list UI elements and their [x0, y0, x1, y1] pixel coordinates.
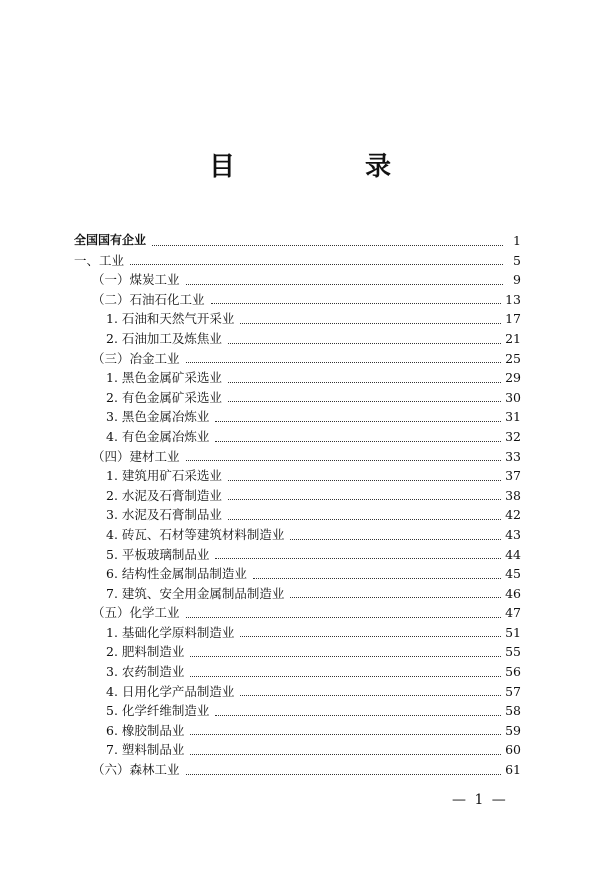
dot-leader: [228, 499, 501, 500]
toc-entry-label: 4. 有色金属冶炼业: [106, 428, 210, 444]
toc-entry-page: 17: [505, 311, 521, 327]
table-of-contents: [74, 231, 521, 780]
dot-leader: [190, 734, 501, 735]
toc-entry-page: 46: [505, 585, 521, 601]
dot-leader: [215, 558, 501, 559]
toc-entry[interactable]: [74, 270, 521, 290]
dot-leader: [290, 597, 501, 598]
toc-entry[interactable]: [74, 388, 521, 408]
toc-entry[interactable]: [74, 447, 521, 467]
toc-entry[interactable]: [74, 721, 521, 741]
toc-entry[interactable]: [74, 701, 521, 721]
toc-entry-label: 5. 平板玻璃制品业: [106, 546, 210, 562]
dot-leader: [215, 715, 501, 716]
toc-entry[interactable]: [74, 290, 521, 310]
toc-entry-label: 3. 黑色金属冶炼业: [106, 409, 210, 425]
toc-entry-label: 2. 有色金属矿采选业: [106, 389, 222, 405]
toc-entry-label: （二）石油石化工业: [92, 291, 205, 307]
toc-entry-label: 1. 基础化学原料制造业: [106, 624, 235, 640]
page-title: 目 录: [208, 152, 443, 182]
dot-leader: [190, 656, 501, 657]
toc-entry-label: 4. 日用化学产品制造业: [106, 683, 235, 699]
toc-entry-label: 5. 化学纤维制造业: [106, 703, 210, 719]
dot-leader: [215, 441, 501, 442]
toc-entry-page: 45: [505, 566, 521, 582]
toc-entry[interactable]: [74, 564, 521, 584]
page-number: — 1 —: [452, 792, 508, 808]
dot-leader: [211, 303, 502, 304]
toc-entry-label: 3. 农药制造业: [106, 664, 185, 680]
toc-entry-page: 38: [505, 487, 521, 503]
toc-entry-page: 37: [505, 468, 521, 484]
toc-entry-label: 2. 肥料制造业: [106, 644, 185, 660]
toc-entry-page: 56: [505, 664, 521, 680]
dot-leader: [186, 460, 502, 461]
toc-entry[interactable]: [74, 349, 521, 369]
toc-entry-page: 42: [505, 507, 521, 523]
toc-entry[interactable]: [74, 584, 521, 604]
dot-leader: [186, 774, 502, 775]
toc-entry-label: （三）冶金工业: [92, 350, 180, 366]
toc-entry-label: 一、工业: [74, 252, 125, 268]
toc-entry[interactable]: [74, 545, 521, 565]
toc-entry[interactable]: [74, 525, 521, 545]
toc-entry-label: 3. 水泥及石膏制品业: [106, 507, 222, 523]
toc-entry-label: 7. 塑料制品业: [106, 742, 185, 758]
toc-entry-label: 6. 结构性金属制品制造业: [106, 566, 247, 582]
toc-entry-page: 5: [513, 252, 521, 268]
dot-leader: [186, 362, 502, 363]
toc-entry-label: 2. 水泥及石膏制造业: [106, 487, 222, 503]
dot-leader: [186, 284, 503, 285]
toc-entry-label: （四）建材工业: [92, 448, 180, 464]
toc-entry[interactable]: [74, 427, 521, 447]
toc-entry-label: 1. 建筑用矿石采选业: [106, 468, 222, 484]
toc-entry-label: 1. 黑色金属矿采选业: [106, 370, 222, 386]
toc-entry-page: 9: [513, 272, 521, 288]
toc-entry[interactable]: [74, 682, 521, 702]
toc-entry[interactable]: [74, 740, 521, 760]
toc-entry-page: 60: [505, 742, 521, 758]
toc-entry-page: 57: [505, 683, 521, 699]
toc-entry[interactable]: [74, 603, 521, 623]
toc-entry[interactable]: [74, 231, 521, 251]
toc-entry[interactable]: [74, 368, 521, 388]
toc-entry-label: （五）化学工业: [92, 605, 180, 621]
dot-leader: [240, 695, 501, 696]
toc-entry-label: 全国国有企业: [74, 233, 147, 247]
toc-entry-page: 58: [505, 703, 521, 719]
toc-entry-page: 44: [505, 546, 521, 562]
toc-entry[interactable]: [74, 309, 521, 329]
dot-leader: [228, 401, 501, 402]
toc-entry[interactable]: [74, 505, 521, 525]
toc-entry-page: 30: [505, 389, 521, 405]
toc-entry-page: 61: [505, 762, 521, 778]
toc-entry-page: 25: [505, 350, 521, 366]
dot-leader: [186, 617, 502, 618]
toc-entry[interactable]: [74, 760, 521, 780]
dot-leader: [130, 264, 503, 265]
dot-leader: [240, 323, 501, 324]
toc-entry[interactable]: [74, 623, 521, 643]
toc-entry[interactable]: [74, 486, 521, 506]
dot-leader: [228, 480, 501, 481]
toc-entry-label: 7. 建筑、安全用金属制品制造业: [106, 585, 285, 601]
toc-entry-page: 43: [505, 526, 521, 542]
toc-entry[interactable]: [74, 251, 521, 271]
toc-entry[interactable]: [74, 466, 521, 486]
toc-entry-page: 59: [505, 722, 521, 738]
dot-leader: [290, 539, 501, 540]
dot-leader: [253, 578, 501, 579]
toc-entry[interactable]: [74, 662, 521, 682]
dot-leader: [190, 754, 501, 755]
dot-leader: [215, 421, 501, 422]
dot-leader: [228, 343, 501, 344]
dot-leader: [152, 245, 503, 246]
dot-leader: [240, 636, 501, 637]
toc-entry-label: 1. 石油和天然气开采业: [106, 311, 235, 327]
toc-entry[interactable]: [74, 642, 521, 662]
dot-leader: [190, 676, 501, 677]
toc-entry[interactable]: [74, 407, 521, 427]
toc-entry-page: 21: [505, 330, 521, 346]
toc-entry-page: 32: [505, 428, 521, 444]
toc-entry-label: （一）煤炭工业: [92, 272, 180, 288]
toc-entry-label: 6. 橡胶制品业: [106, 722, 185, 738]
dot-leader: [228, 382, 501, 383]
toc-entry-page: 13: [505, 291, 521, 307]
toc-entry-page: 51: [505, 624, 521, 640]
toc-entry-page: 55: [505, 644, 521, 660]
toc-entry-page: 29: [505, 370, 521, 386]
toc-entry[interactable]: [74, 329, 521, 349]
toc-entry-label: 4. 砖瓦、石材等建筑材料制造业: [106, 526, 285, 542]
toc-entry-page: 47: [505, 605, 521, 621]
dot-leader: [228, 519, 501, 520]
toc-entry-label: 2. 石油加工及炼焦业: [106, 330, 222, 346]
toc-entry-page: 31: [505, 409, 521, 425]
toc-entry-page: 33: [505, 448, 521, 464]
toc-entry-page: 1: [513, 233, 521, 248]
toc-entry-label: （六）森林工业: [92, 762, 180, 778]
